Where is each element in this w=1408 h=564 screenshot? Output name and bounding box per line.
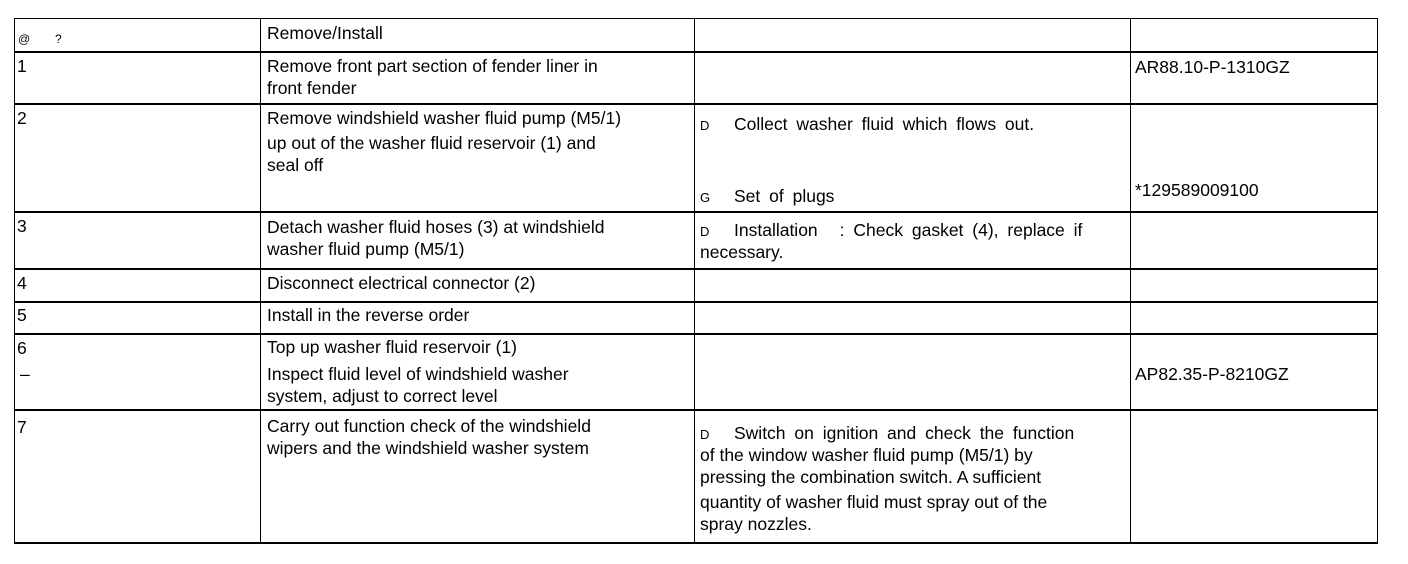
step-number: 2	[17, 108, 27, 128]
row-divider	[14, 103, 1378, 105]
row-divider	[14, 409, 1378, 411]
reference-link[interactable]: AR88.10-P-1310GZ	[1135, 57, 1290, 77]
note-text: of the window washer fluid pump (M5/1) by	[700, 445, 1033, 465]
step-text: Remove windshield washer fluid pump (M5/1)	[267, 108, 622, 128]
row-divider	[14, 268, 1378, 270]
note-content: : Check gasket (4), replace if	[839, 220, 1083, 240]
row-divider	[14, 333, 1378, 335]
step-text: up out of the washer fluid reservoir (1) and	[267, 133, 596, 153]
note-type-icon: D	[700, 427, 710, 442]
step-number: 5	[17, 305, 27, 325]
step-number: 4	[17, 273, 27, 293]
step-text: Install in the reverse order	[267, 305, 470, 325]
step-dash: –	[20, 364, 30, 384]
step-text: wipers and the windshield washer system	[267, 438, 589, 458]
note-text: quantity of washer fluid must spray out of the	[700, 492, 1048, 512]
row-divider	[14, 301, 1378, 303]
step-text: Top up washer fluid reservoir (1)	[267, 337, 517, 357]
column-divider	[1130, 18, 1131, 544]
step-text: washer fluid pump (M5/1)	[267, 239, 465, 259]
column-divider	[14, 18, 15, 544]
step-number: 1	[17, 56, 27, 76]
procedure-table	[14, 18, 1378, 544]
row-divider	[14, 542, 1378, 544]
note-text: spray nozzles.	[700, 514, 812, 534]
step-number: 3	[17, 216, 27, 236]
step-number: 7	[17, 417, 27, 437]
column-divider	[694, 18, 695, 544]
note-text	[700, 219, 1082, 243]
column-divider	[1377, 18, 1378, 544]
row-divider	[14, 211, 1378, 213]
row-divider	[14, 18, 1378, 19]
note-content: Switch on ignition and check the function	[734, 423, 1075, 443]
note-text: pressing the combination switch. A sufficient	[700, 467, 1042, 487]
step-text: Remove front part section of fender liner in	[267, 56, 598, 76]
column-divider	[260, 18, 261, 544]
note-content: Set of plugs	[734, 186, 835, 206]
note-type-icon: D	[700, 118, 710, 133]
step-text: system, adjust to correct level	[267, 386, 498, 406]
step-number: 6	[17, 338, 27, 358]
note-text	[700, 113, 1034, 137]
header-title: Remove/Install	[267, 23, 383, 43]
reference-link[interactable]: AP82.35-P-8210GZ	[1135, 364, 1289, 384]
note-text: necessary.	[700, 242, 784, 262]
note-type-icon: D	[700, 224, 710, 239]
step-text: Detach washer fluid hoses (3) at windshield	[267, 217, 605, 237]
part-number: *129589009100	[1135, 180, 1259, 200]
note-text	[700, 422, 1074, 446]
note-content: Installation	[734, 220, 818, 240]
step-text: front fender	[267, 78, 357, 98]
row-divider	[14, 51, 1378, 53]
step-text: Disconnect electrical connector (2)	[267, 273, 536, 293]
header-symbol-at: @	[18, 32, 31, 46]
step-text: Carry out function check of the windshield	[267, 416, 591, 436]
note-type-icon: G	[700, 190, 711, 205]
note-content: Collect washer fluid which flows out.	[734, 114, 1035, 134]
step-text: Inspect fluid level of windshield washer	[267, 364, 569, 384]
step-text: seal off	[267, 155, 324, 175]
header-symbol-question: ?	[55, 32, 62, 46]
note-text	[700, 185, 834, 209]
